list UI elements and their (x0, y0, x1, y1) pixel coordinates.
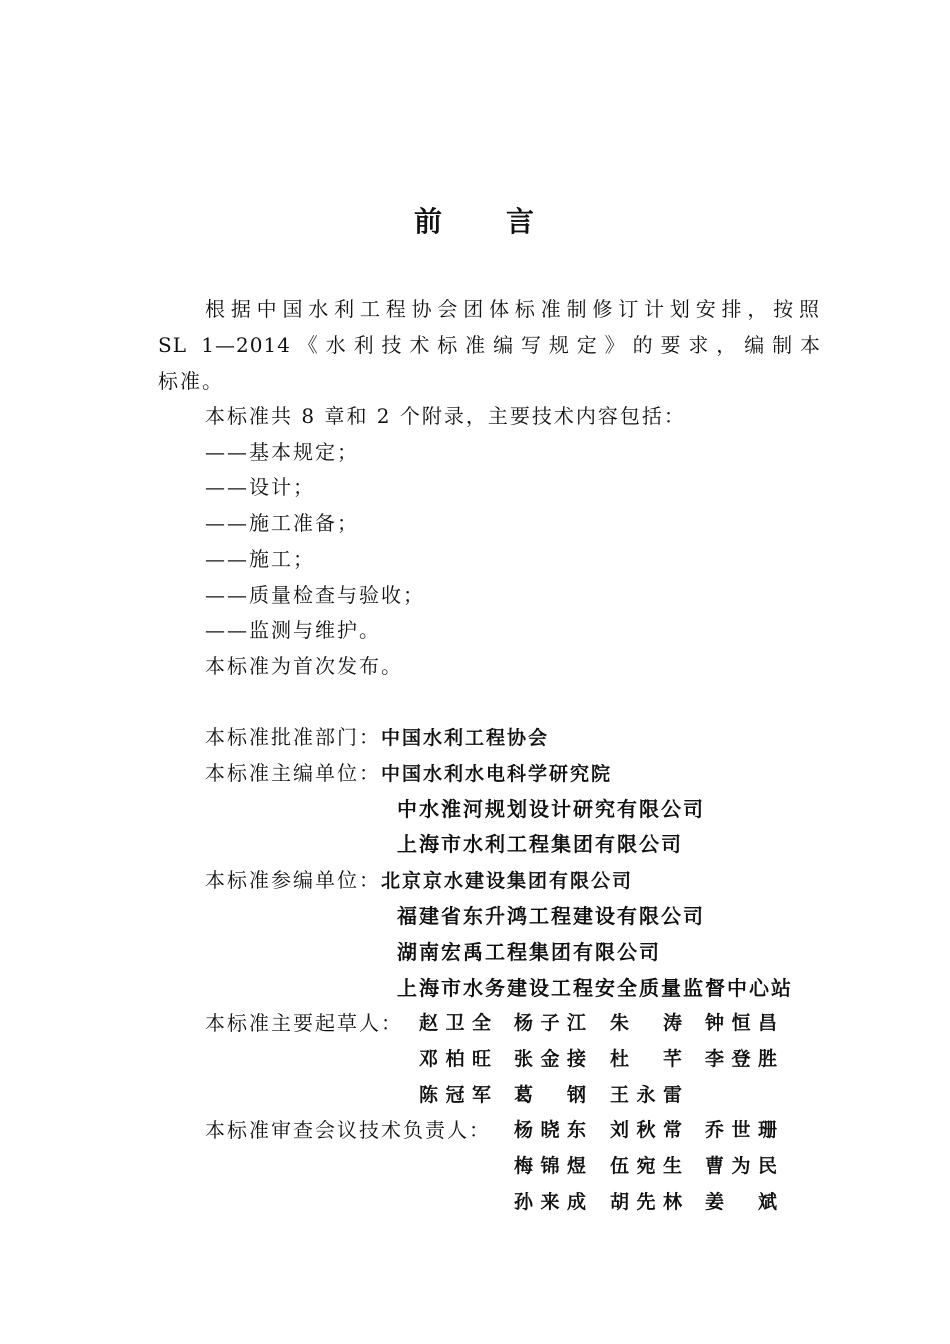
reviewer-name: 曹为民 (705, 1155, 777, 1177)
drafters-label-row (205, 1005, 403, 1041)
reviewer-name: 乔世珊 (705, 1119, 777, 1141)
reviewer-name: 杨晓东 (514, 1119, 586, 1141)
chapters-intro: 本标准共 8 章和 2 个附录，主要技术内容包括： (205, 404, 686, 428)
first-release-note: 本标准为首次发布。 (205, 654, 403, 678)
reviewer-name: 孙来成 (514, 1191, 586, 1213)
chief-units-label: 本标准主编单位： (205, 761, 381, 785)
participating-unit: 北京京水建设集团有限公司 (381, 870, 634, 892)
drafter-name: 张金接 (514, 1048, 586, 1070)
approval-row (205, 719, 549, 756)
reviewers-label-row (205, 1112, 491, 1148)
participating-units-label: 本标准参编单位： (205, 868, 381, 892)
reviewer-name: 姜 斌 (705, 1191, 777, 1213)
drafter-name: 钟恒昌 (705, 1012, 777, 1034)
approval-label: 本标准批准部门： (205, 725, 381, 749)
intro-line-1: 根据中国水利工程协会团体标准制修订计划安排，按照 (205, 297, 821, 321)
content-item: ——质量检查与验收； (205, 583, 425, 607)
chief-unit: 中水淮河规划设计研究有限公司 (397, 797, 705, 821)
drafter-name: 杜 芊 (610, 1048, 682, 1070)
drafter-name: 王永雷 (610, 1084, 682, 1106)
content-item: ——设计； (205, 475, 315, 499)
content-item: ——施工准备； (205, 511, 359, 535)
page-title (0, 200, 950, 240)
reviewers-label: 本标准审查会议技术负责人： (205, 1118, 491, 1142)
chief-unit: 中国水利水电科学研究院 (381, 763, 613, 785)
reviewer-name: 刘秋常 (610, 1119, 682, 1141)
participating-unit: 福建省东升鸿工程建设有限公司 (397, 904, 705, 928)
participating-units-row (205, 862, 633, 899)
title-char-1: 前 (413, 205, 444, 238)
reviewer-name: 胡先林 (610, 1191, 682, 1213)
reviewer-name: 伍宛生 (610, 1155, 682, 1177)
title-char-2: 言 (506, 205, 537, 238)
approval-value: 中国水利工程协会 (381, 727, 550, 749)
drafter-name: 陈冠军 (419, 1084, 491, 1106)
drafter-name: 杨子江 (514, 1012, 586, 1034)
chief-units-row (205, 755, 612, 792)
participating-unit: 湖南宏禹工程集团有限公司 (397, 940, 661, 964)
drafter-name: 葛 钢 (514, 1084, 586, 1106)
drafter-name: 李登胜 (705, 1048, 777, 1070)
participating-unit: 上海市水务建设工程安全质量监督中心站 (397, 976, 793, 1000)
reviewer-name: 梅锦煜 (514, 1155, 586, 1177)
drafter-name: 朱 涛 (610, 1012, 682, 1034)
drafters-label: 本标准主要起草人： (205, 1011, 403, 1035)
intro-line-3: 标准。 (158, 369, 224, 393)
intro-line-2: SL 1—2014《水利技术标准编写规定》的要求，编制本 (158, 333, 821, 357)
content-item: ——基本规定； (205, 440, 359, 464)
drafter-name: 赵卫全 (419, 1012, 491, 1034)
chief-unit: 上海市水利工程集团有限公司 (397, 832, 683, 856)
content-item: ——施工； (205, 547, 315, 571)
content-item: ——监测与维护。 (205, 618, 381, 642)
drafter-name: 邓柏旺 (419, 1048, 491, 1070)
